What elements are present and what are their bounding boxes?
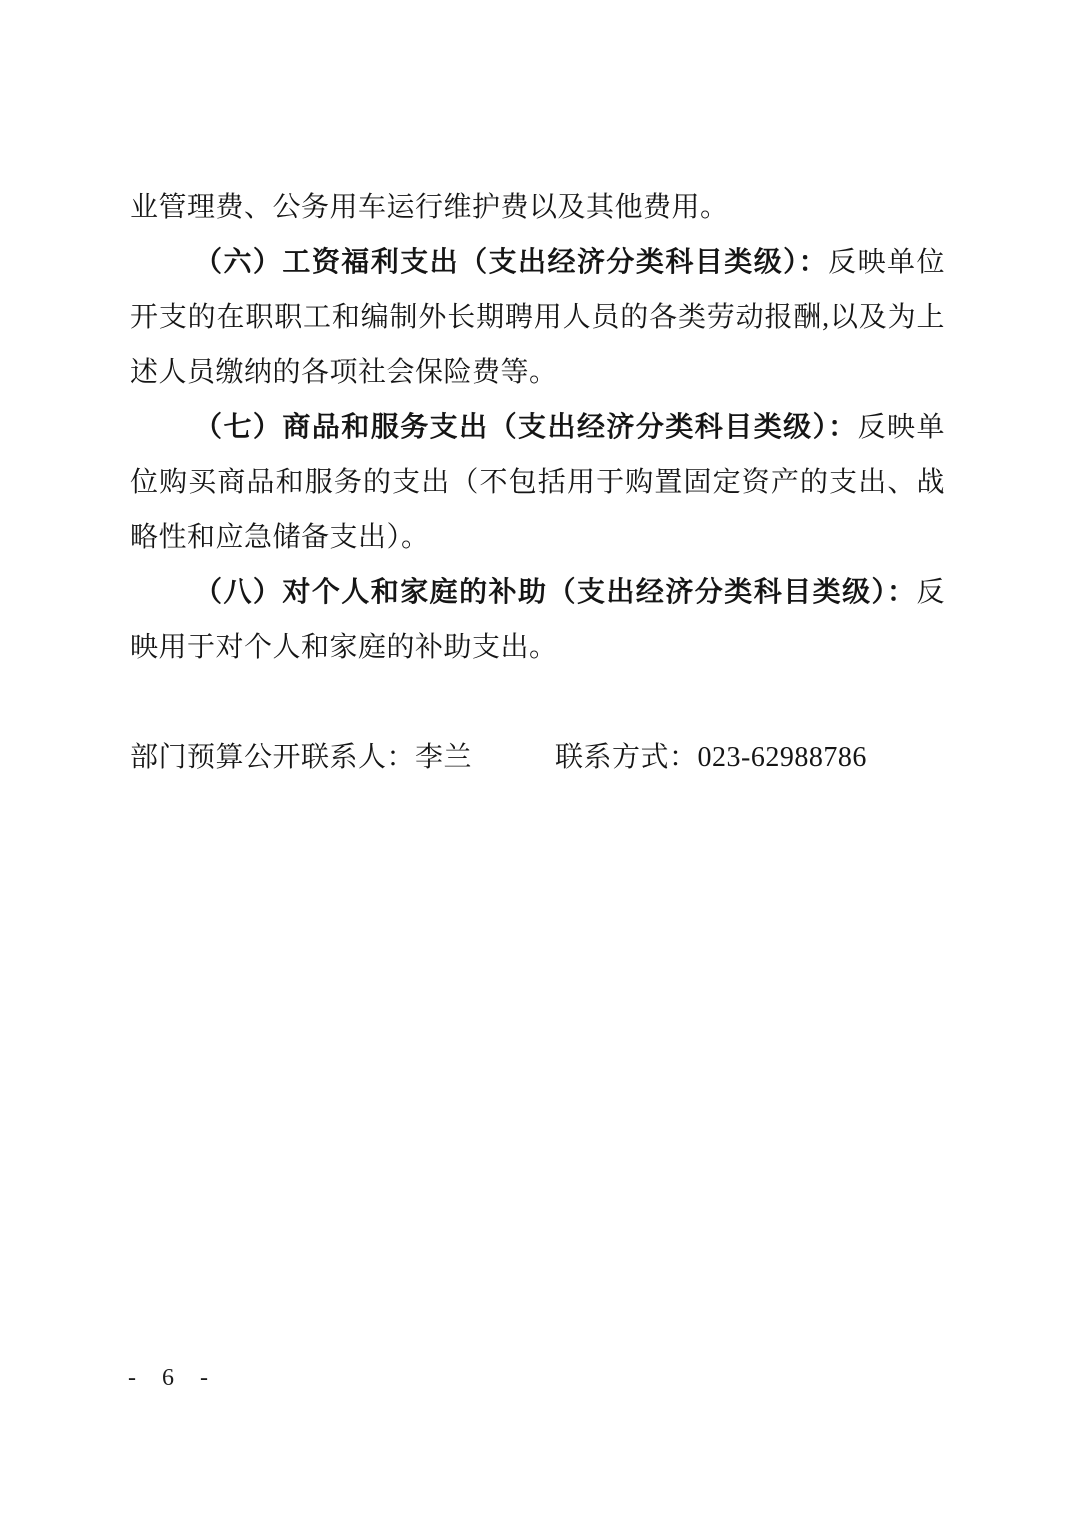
- paragraph-section-7: [130, 400, 945, 565]
- contact-spacer: [472, 765, 555, 766]
- page-number-text: - 6 -: [128, 1365, 214, 1391]
- footer-page-number: [128, 1363, 214, 1393]
- section-8-heading: （八）对个人和家庭的补助（支出经济分类科目类级）：: [194, 577, 917, 608]
- contact-phone-number: 023-62988786: [697, 742, 867, 773]
- section-6-heading: （六）工资福利支出（支出经济分类科目类级）：: [194, 247, 829, 278]
- paragraph-section-8: [130, 565, 945, 675]
- contact-person-label: 部门预算公开联系人：: [130, 742, 416, 773]
- section-8-body: 反映用于对个人和家庭的补助支出。: [130, 577, 945, 663]
- paragraph-section-6: [130, 235, 945, 400]
- contact-person-name: 李兰: [415, 742, 473, 773]
- section-7-body: 反映单位购买商品和服务的支出（不包括用于购置固定资产的支出、战略性和应急储备支出）。: [130, 412, 945, 553]
- section-7-heading: （七）商品和服务支出（支出经济分类科目类级）：: [194, 412, 858, 443]
- section-6-body: 反映单位开支的在职职工和编制外长期聘用人员的各类劳动报酬,以及为上述人员缴纳的各项社会保险费等。: [130, 247, 945, 388]
- paragraph-continuation: [130, 180, 945, 235]
- contact-phone-label: 联系方式：: [555, 742, 698, 773]
- paragraph-text: 业管理费、公务用车运行维护费以及其他费用。: [130, 192, 729, 223]
- contact-line: [130, 730, 945, 785]
- document-content: [130, 180, 945, 785]
